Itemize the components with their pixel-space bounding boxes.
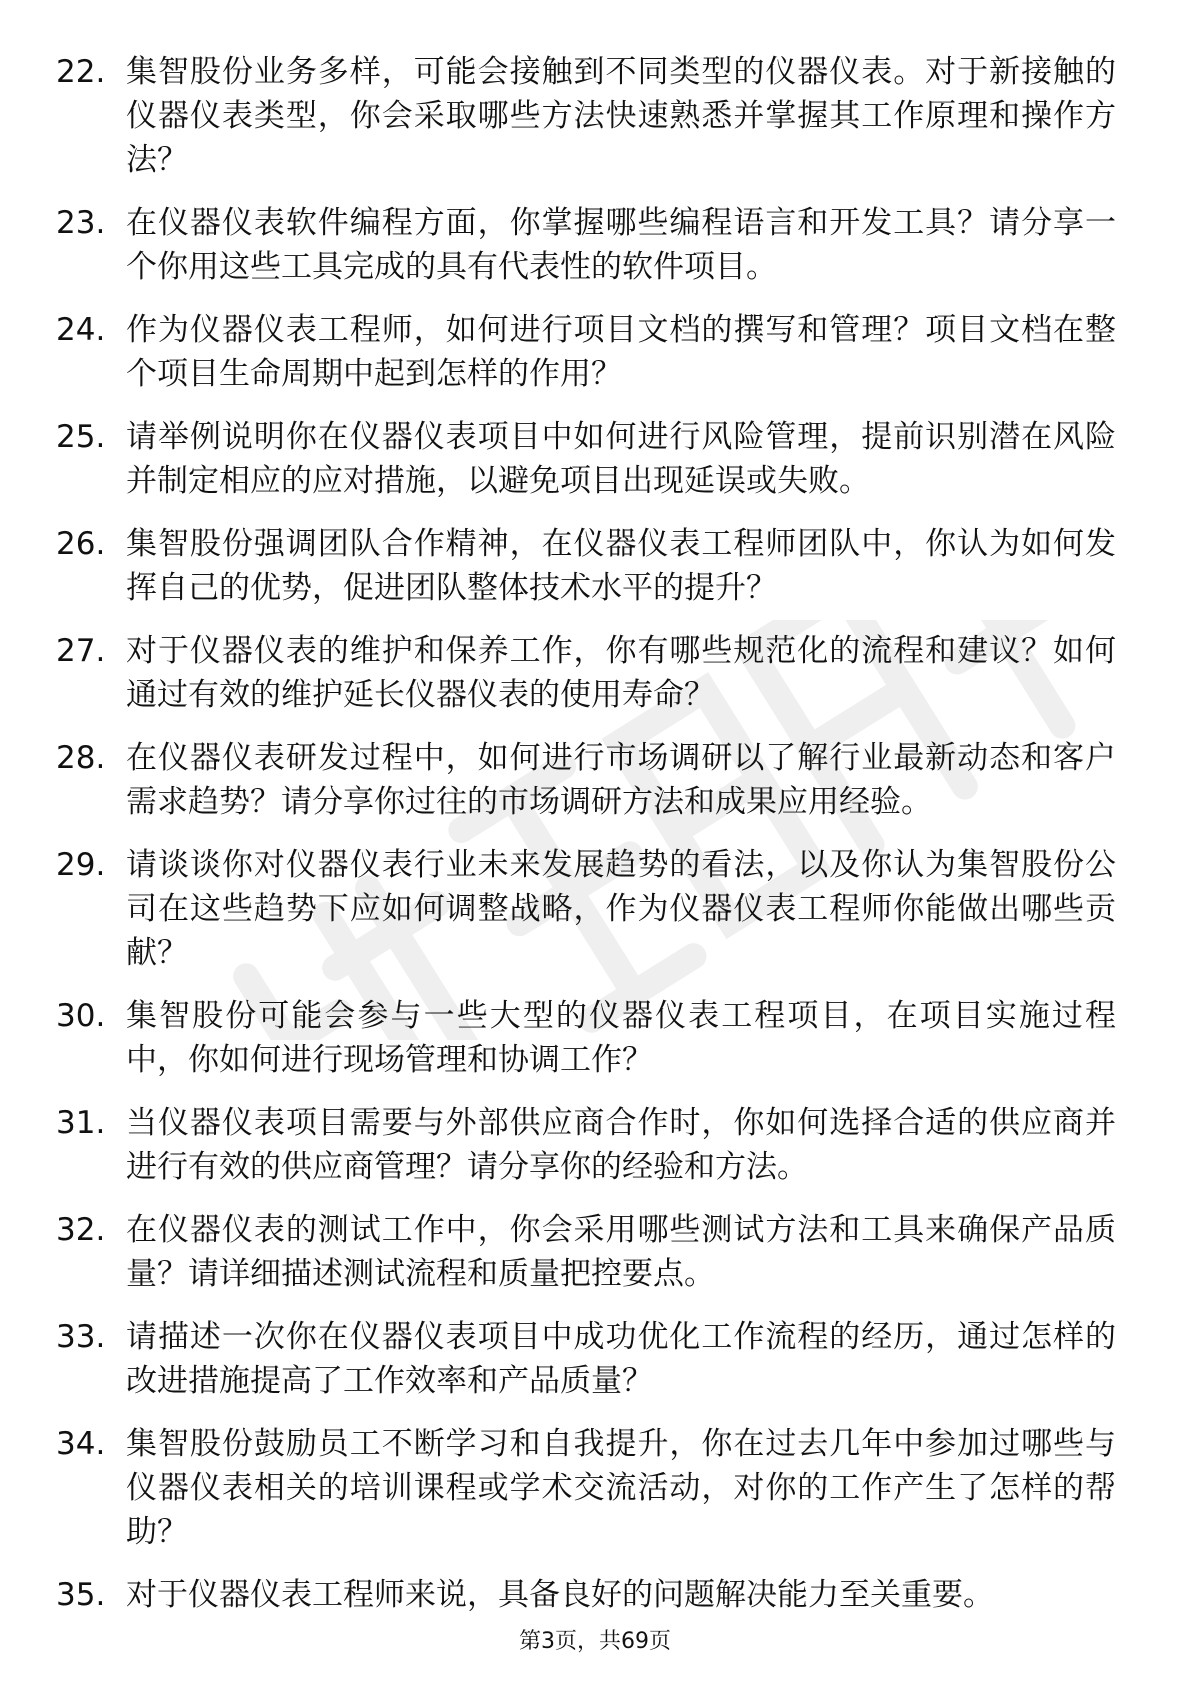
question-text: 对于仪器仪表工程师来说，具备良好的问题解决能力至关重要。 xyxy=(126,1577,994,1613)
question-item xyxy=(56,736,1116,824)
question-text: 当仪器仪表项目需要与外部供应商合作时，你如何选择合适的供应商并进行有效的供应商管理？请分享你的经验和方法。 xyxy=(126,1105,1116,1185)
question-text: 作为仪器仪表工程师，如何进行项目文档的撰写和管理？项目文档在整个项目生命周期中起到怎样的作用？ xyxy=(126,312,1116,392)
question-item xyxy=(56,1101,1116,1189)
question-number: 34. xyxy=(56,1426,106,1462)
question-item xyxy=(56,522,1116,610)
question-number: 27. xyxy=(56,633,106,669)
question-item xyxy=(56,50,1116,182)
question-item xyxy=(56,415,1116,503)
question-text: 请举例说明你在仪器仪表项目中如何进行风险管理，提前识别潜在风险并制定相应的应对措施，以避免项目出现延误或失败。 xyxy=(126,419,1116,499)
question-list xyxy=(56,50,1116,1636)
question-number: 29. xyxy=(56,847,106,883)
question-item xyxy=(56,1422,1116,1554)
question-text: 在仪器仪表的测试工作中，你会采用哪些测试方法和工具来确保产品质量？请详细描述测试流程和质量把控要点。 xyxy=(126,1212,1116,1292)
question-item xyxy=(56,629,1116,717)
question-number: 30. xyxy=(56,998,106,1034)
question-number: 25. xyxy=(56,419,106,455)
question-number: 33. xyxy=(56,1319,106,1355)
question-number: 32. xyxy=(56,1212,106,1248)
question-text: 在仪器仪表软件编程方面，你掌握哪些编程语言和开发工具？请分享一个你用这些工具完成的具有代表性的软件项目。 xyxy=(126,205,1116,285)
question-number: 31. xyxy=(56,1105,106,1141)
question-item xyxy=(56,994,1116,1082)
question-item xyxy=(56,843,1116,975)
question-text: 集智股份业务多样，可能会接触到不同类型的仪器仪表。对于新接触的仪器仪表类型，你会采取哪些方法快速熟悉并掌握其工作原理和操作方法？ xyxy=(126,54,1116,178)
question-item xyxy=(56,308,1116,396)
question-number: 26. xyxy=(56,526,106,562)
page-footer: 第3页，共69页 xyxy=(519,1629,671,1654)
question-number: 24. xyxy=(56,312,106,348)
question-text: 集智股份强调团队合作精神，在仪器仪表工程师团队中，你认为如何发挥自己的优势，促进团队整体技术水平的提升？ xyxy=(126,526,1116,606)
question-text: 对于仪器仪表的维护和保养工作，你有哪些规范化的流程和建议？如何通过有效的维护延长仪器仪表的使用寿命？ xyxy=(126,633,1116,713)
question-number: 28. xyxy=(56,740,106,776)
question-item xyxy=(56,1208,1116,1296)
question-text: 集智股份鼓励员工不断学习和自我提升，你在过去几年中参加过哪些与仪器仪表相关的培训课程或学术交流活动，对你的工作产生了怎样的帮助？ xyxy=(126,1426,1116,1550)
question-number: 35. xyxy=(56,1577,106,1613)
question-text: 集智股份可能会参与一些大型的仪器仪表工程项目，在项目实施过程中，你如何进行现场管理和协调工作？ xyxy=(126,998,1116,1078)
question-text: 请描述一次你在仪器仪表项目中成功优化工作流程的经历，通过怎样的改进措施提高了工作效率和产品质量？ xyxy=(126,1319,1116,1399)
question-item xyxy=(56,1315,1116,1403)
question-item xyxy=(56,1573,1116,1617)
question-text: 请谈谈你对仪器仪表行业未来发展趋势的看法，以及你认为集智股份公司在这些趋势下应如何调整战略，作为仪器仪表工程师你能做出哪些贡献？ xyxy=(126,847,1116,971)
question-number: 22. xyxy=(56,54,106,90)
question-item xyxy=(56,201,1116,289)
question-text: 在仪器仪表研发过程中，如何进行市场调研以了解行业最新动态和客户需求趋势？请分享你过往的市场调研方法和成果应用经验。 xyxy=(126,740,1116,820)
question-number: 23. xyxy=(56,205,106,241)
